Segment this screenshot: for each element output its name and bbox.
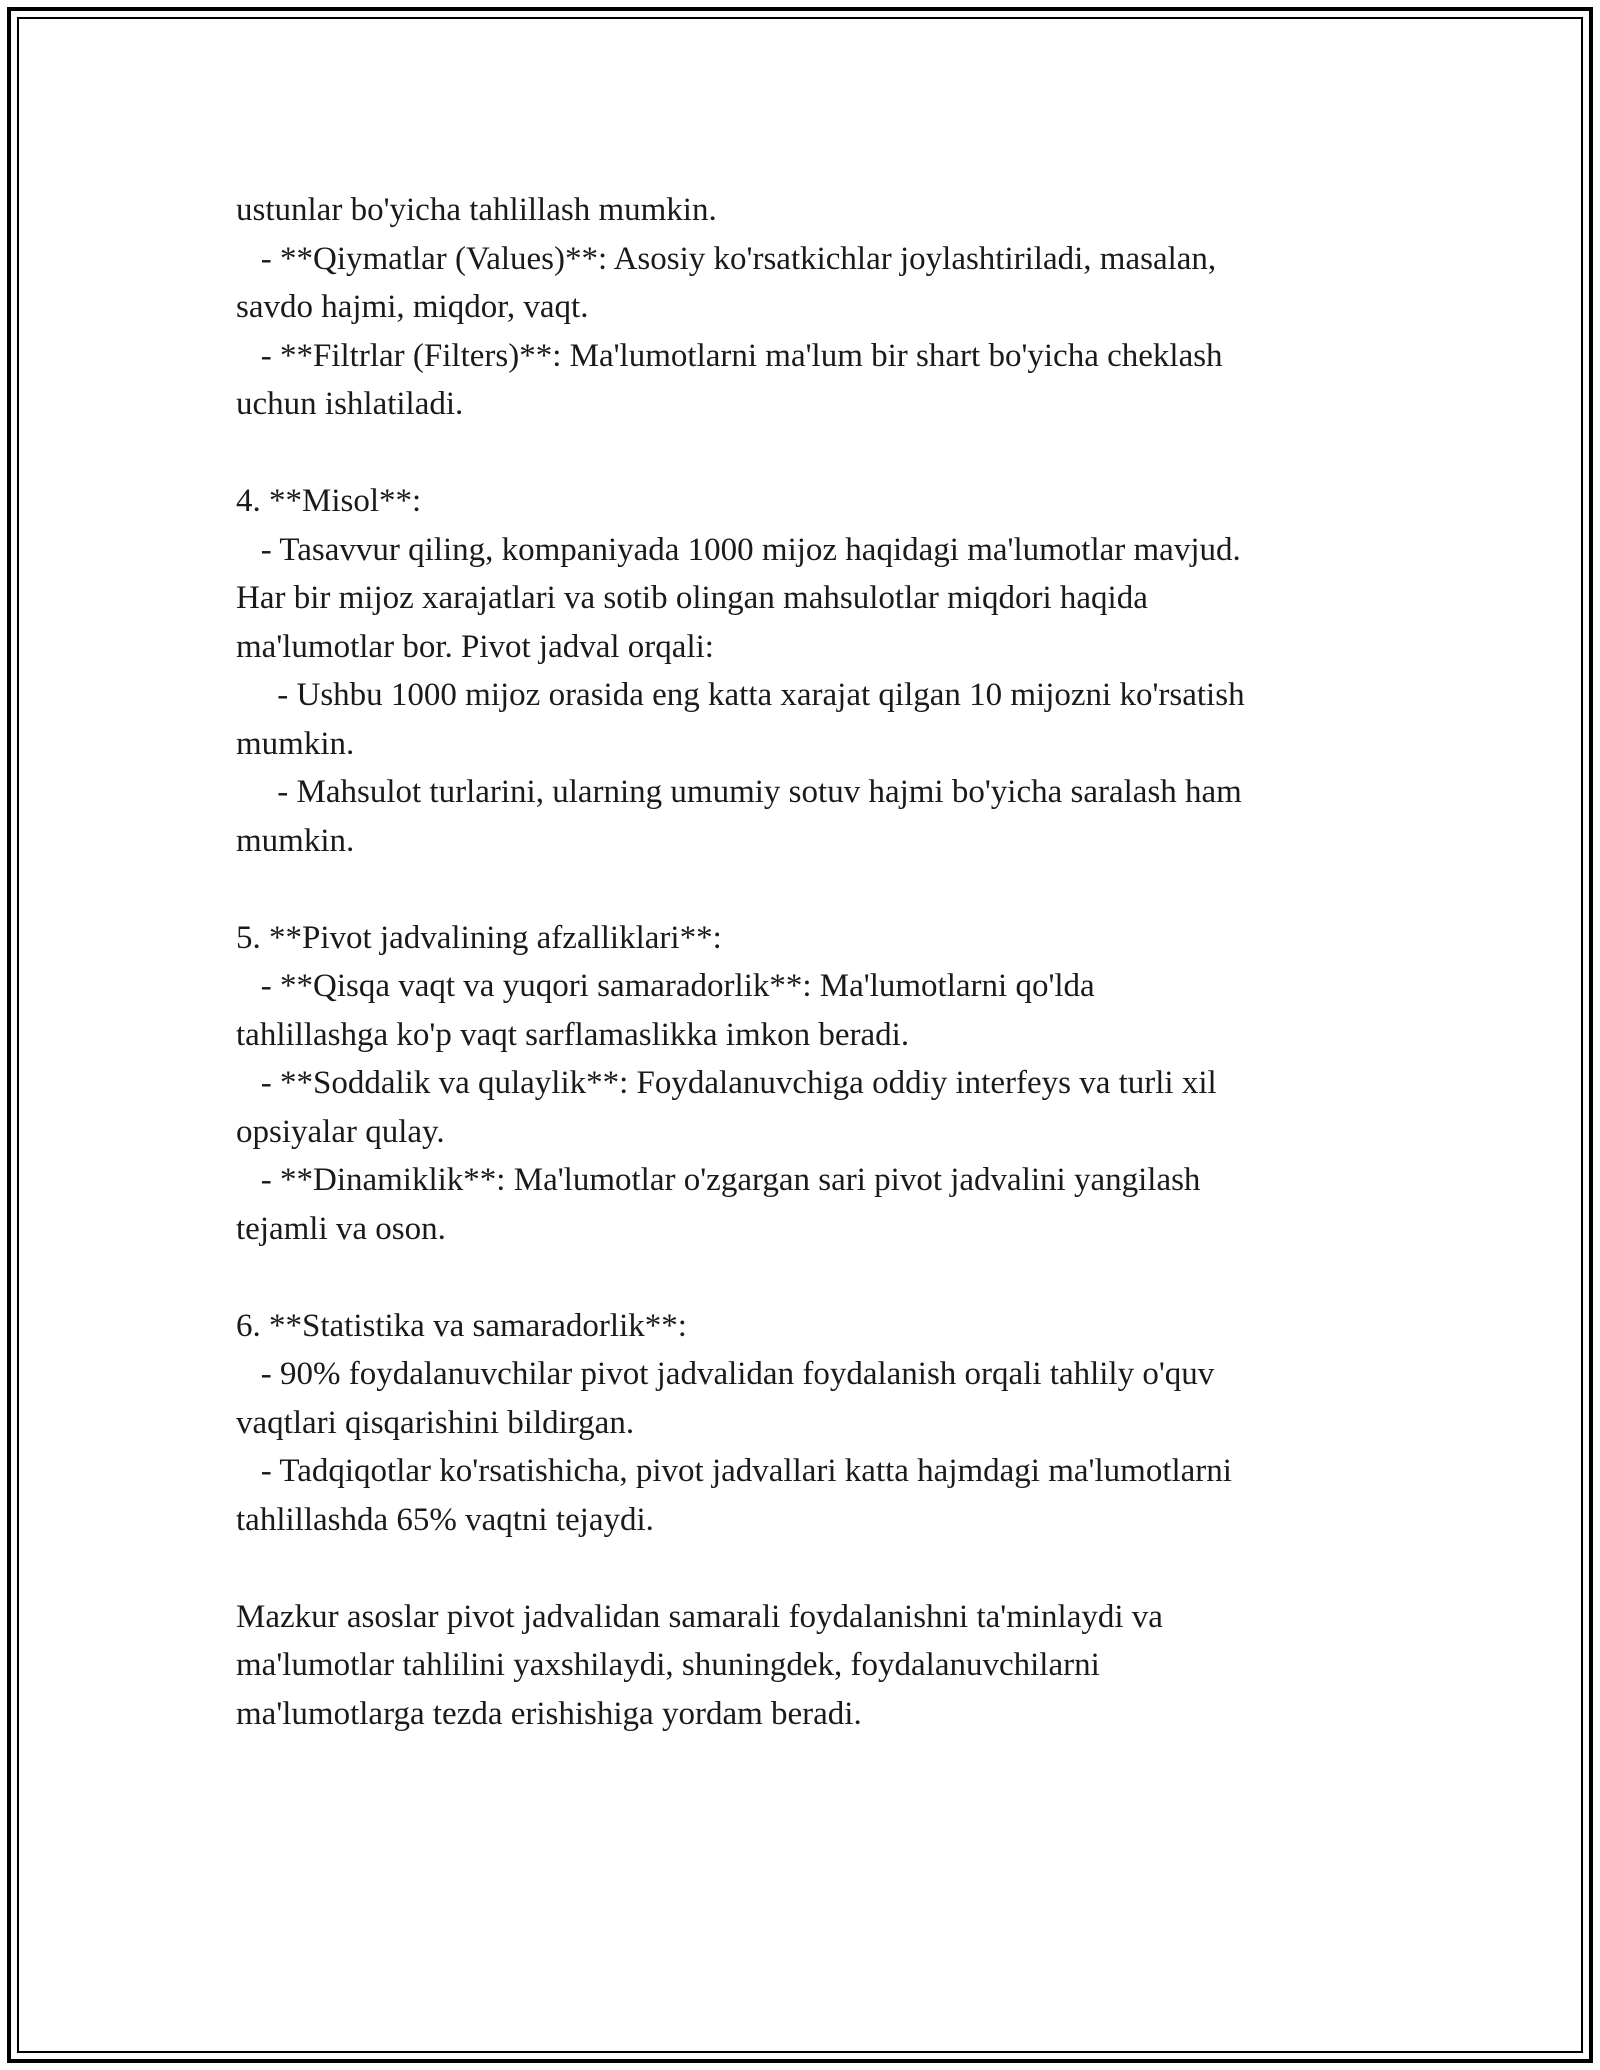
paragraph-gap xyxy=(236,865,1386,914)
text-line: - Ushbu 1000 mijoz orasida eng katta xarajat qilgan 10 mijozni ko'rsatish xyxy=(236,677,1245,713)
text-line: - Tasavvur qiling, kompaniyada 1000 mijoz haqidagi ma'lumotlar mavjud. xyxy=(236,531,1241,568)
text-line: ma'lumotlarga tezda erishishiga yordam beradi. xyxy=(236,1695,862,1732)
document-body xyxy=(236,186,1386,1738)
text-line: - **Soddalik va qulaylik**: Foydalanuvchiga oddiy interfeys va turli xil xyxy=(236,1065,1217,1101)
text-line: ustunlar bo'yicha tahlillash mumkin. xyxy=(236,192,717,228)
text-line: - **Dinamiklik**: Ma'lumotlar o'zgargan sari pivot jadvalini yangilash xyxy=(236,1162,1201,1198)
section-heading: 6. **Statistika va samaradorlik**: xyxy=(236,1307,687,1344)
text-line: - Mahsulot turlarini, ularning umumiy sotuv hajmi bo'yicha saralash ham xyxy=(236,774,1242,810)
text-line: ma'lumotlar tahlilini yaxshilaydi, shuningdek, foydalanuvchilarni xyxy=(236,1647,1100,1683)
text-line: - **Filtrlar (Filters)**: Ma'lumotlarni ma'lum bir shart bo'yicha cheklash xyxy=(236,337,1223,374)
text-line: tahlillashda 65% vaqtni tejaydi. xyxy=(236,1501,654,1538)
text-line: opsiyalar qulay. xyxy=(236,1113,445,1150)
paragraph-gap xyxy=(236,429,1386,478)
text-line: tejamli va oson. xyxy=(236,1210,446,1247)
text-line: Mazkur asoslar pivot jadvalidan samarali foydalanishni ta'minlaydi va xyxy=(236,1598,1163,1635)
text-line: Har bir mijoz xarajatlari va sotib olingan mahsulotlar miqdori haqida xyxy=(236,580,1148,616)
section-heading: 4. **Misol**: xyxy=(236,483,422,519)
paragraph-gap xyxy=(236,1253,1386,1302)
section-heading: 5. **Pivot jadvalining afzalliklari**: xyxy=(236,919,722,956)
text-line: ma'lumotlar bor. Pivot jadval orqali: xyxy=(236,628,714,665)
text-line: uchun ishlatiladi. xyxy=(236,386,464,422)
text-line: savdo hajmi, miqdor, vaqt. xyxy=(236,289,589,325)
text-line: mumkin. xyxy=(236,822,355,859)
text-line: - **Qiymatlar (Values)**: Asosiy ko'rsatkichlar joylashtiriladi, masalan, xyxy=(236,240,1217,277)
text-line: - **Qisqa vaqt va yuqori samaradorlik**: Ma'lumotlarni qo'lda xyxy=(236,968,1095,1004)
text-line: - 90% foydalanuvchilar pivot jadvalidan foydalanish orqali tahlily o'quv xyxy=(236,1356,1215,1392)
text-line: - Tadqiqotlar ko'rsatishicha, pivot jadvallari katta hajmdagi ma'lumotlarni xyxy=(236,1453,1232,1489)
paragraph-gap xyxy=(236,1544,1386,1593)
text-line: mumkin. xyxy=(236,725,355,762)
text-line: vaqtlari qisqarishini bildirgan. xyxy=(236,1404,635,1441)
text-line: tahlillashga ko'p vaqt sarflamaslikka imkon beradi. xyxy=(236,1016,910,1053)
